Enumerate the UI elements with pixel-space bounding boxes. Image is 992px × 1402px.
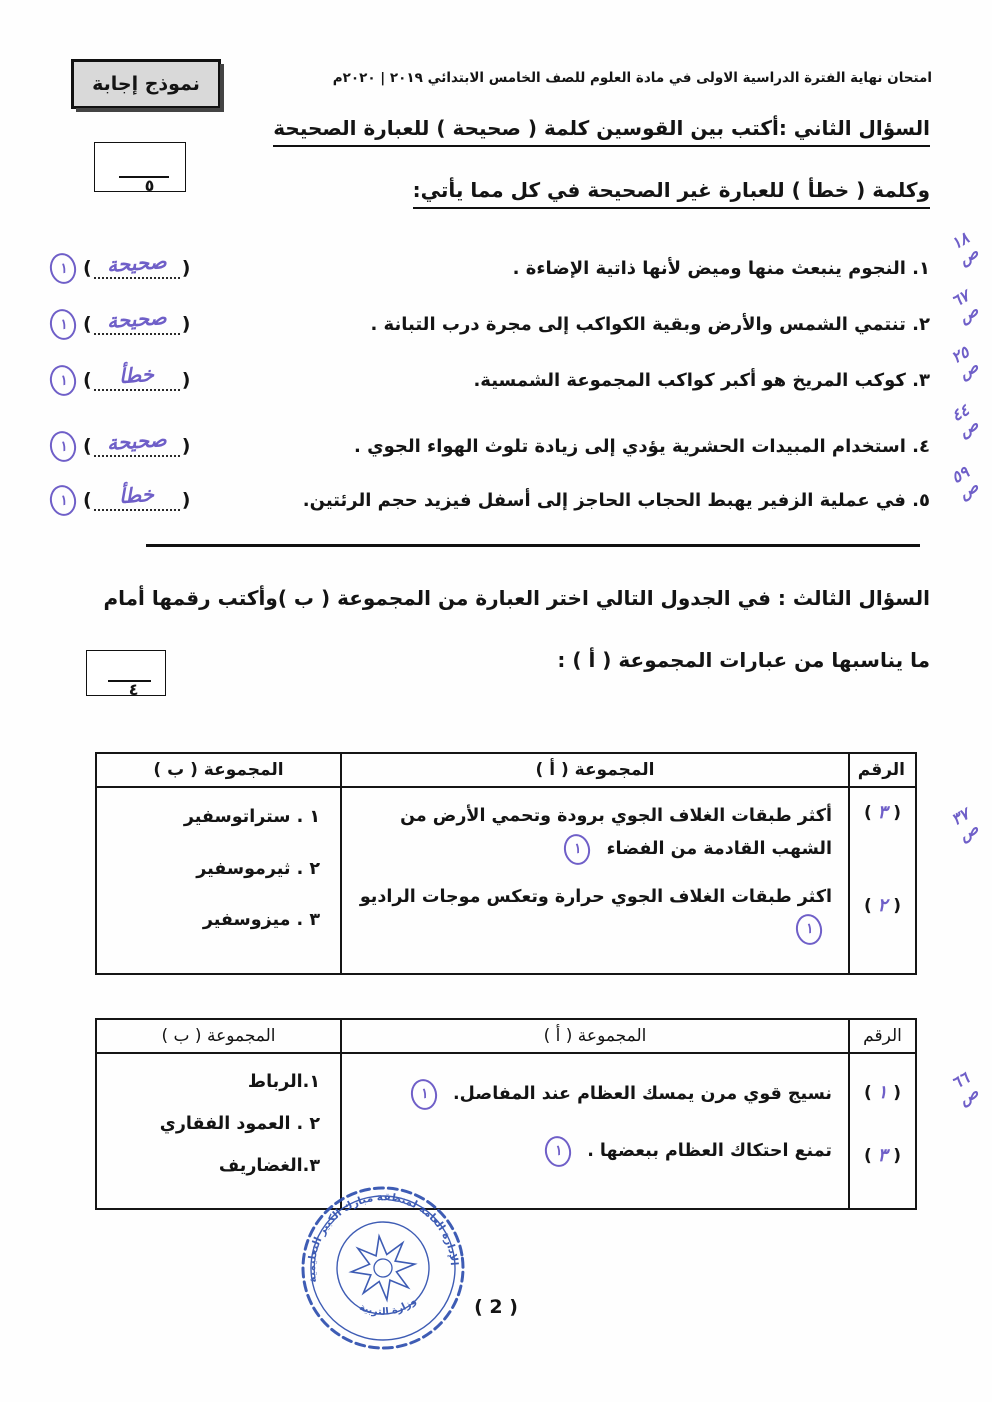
answer-number: [850, 895, 915, 916]
statement-text: ٣. كوكب المريخ هو أكبر كواكب المجموعة الشمسية.: [473, 369, 930, 391]
answer-parentheses: [83, 426, 190, 457]
statement-row: [50, 248, 930, 288]
column-header-group-b: المجموعة ( ب ): [96, 753, 341, 787]
table-header-row: [96, 1019, 916, 1053]
group-a-cell: [341, 787, 849, 974]
dotted-answer-line: [94, 304, 180, 335]
matching-table-2: [95, 1018, 917, 1210]
page-ref-note: ٢٥ ص: [947, 342, 982, 383]
grade-mark: ١: [418, 1085, 430, 1103]
grade-mark: ١: [57, 259, 69, 277]
score-box-q2: [94, 142, 186, 195]
grade-mark-circle: [542, 1133, 574, 1169]
answer-number-cell: [849, 787, 916, 974]
answer-model-box: [72, 60, 220, 108]
page-ref-note: ٦٧ ص: [947, 286, 982, 327]
answer-group: [50, 361, 190, 396]
stamp-emblem: [373, 1258, 393, 1278]
page-ref-note: ٣٧ ص: [947, 804, 982, 845]
handwritten-number: ٣: [877, 1145, 888, 1166]
grade-mark: ١: [57, 437, 69, 455]
group-a-statement: [358, 1078, 832, 1111]
statement-text: ٥. في عملية الزفير يهبط الحجاب الحاجز إلى أسفل فيزيد حجم الرئتين.: [302, 489, 930, 511]
answer-group: [50, 481, 190, 516]
grade-mark: ١: [57, 315, 69, 333]
question2-title-line1: السؤال الثاني :أكتب بين القوسين كلمة ( صحيحة ) للعبارة الصحيحة: [273, 116, 930, 147]
statement-row: [50, 426, 930, 466]
page-number: ( 2 ): [474, 1296, 518, 1318]
matching-table-1: [95, 752, 917, 975]
group-b-item: ٢ . العمود الفقاري: [159, 1114, 320, 1134]
grade-mark-circle: [47, 428, 79, 464]
table-header-row: [96, 753, 916, 787]
group-b-cell: [96, 1053, 341, 1209]
question3-title-line2: ما يناسبها من عبارات المجموعة ( أ ) :: [557, 648, 930, 672]
statement-text: ٤. استخدام المبيدات الحشرية يؤدي إلى زيادة تلوث الهواء الجوي .: [353, 435, 930, 457]
grade-mark-circle: [47, 482, 79, 518]
exam-header-title: امتحان نهاية الفترة الدراسية الاولى في مادة العلوم للصف الخامس الابتدائي ٢٠١٩ | ٢٠٢٠م: [332, 70, 932, 86]
column-header-group-b: المجموعة ( ب ): [96, 1019, 341, 1053]
group-b-item: ١ . ستراتوسفير: [183, 807, 320, 827]
handwritten-answer: صحيحة: [106, 304, 168, 334]
page-ref-note: ٥٩ ص: [947, 462, 982, 503]
section-divider: [146, 544, 920, 547]
svg-text:الإدارة العامة لمنطقة مبارك ال: [297, 1183, 460, 1284]
group-a-statement-text: تمنع احتكاك العظام ببعضها .: [587, 1141, 832, 1162]
column-header-group-a: المجموعة ( أ ): [341, 753, 849, 787]
grade-mark-circle: [793, 912, 825, 948]
grade-mark: ١: [57, 371, 69, 389]
stamp-star: [347, 1232, 418, 1303]
grade-mark-circle: [562, 831, 594, 867]
group-a-statement-text: نسيج قوي مرن يمسك العظام عند المفاصل.: [453, 1084, 832, 1104]
answer-parentheses: [83, 361, 190, 391]
statement-row: [50, 360, 930, 400]
score-value-q3: ٤: [128, 680, 139, 699]
table-body-row: [96, 1053, 916, 1209]
handwritten-answer: صحيحة: [106, 248, 168, 278]
answer-number: [850, 1082, 915, 1103]
group-a-statement-text: أكثر طبقات الغلاف الجوي برودة وتحمي الأرض من الشهب القادمة من الفضاء: [400, 806, 832, 860]
stamp-graphic: [278, 1172, 487, 1364]
handwritten-answer: خطأ: [118, 481, 155, 509]
question2-title-line2: وكلمة ( خطأ ) للعبارة غير الصحيحة في كل مما يأتي:: [413, 178, 930, 209]
answer-group: [50, 426, 190, 462]
statement-row: [50, 304, 930, 344]
column-header-number: الرقم: [849, 753, 916, 787]
group-a-statement: [358, 1135, 832, 1168]
answer-parentheses: [83, 481, 190, 511]
answer-model-label: نموذج إجابة: [92, 73, 200, 95]
group-b-item: ٢ . ثيرموسفير: [196, 858, 320, 879]
grade-mark: ١: [552, 1142, 564, 1160]
handwritten-number: ٣: [877, 802, 888, 823]
group-b-item: ١.الرباط: [247, 1072, 320, 1092]
grade-mark-circle: [47, 362, 79, 398]
handwritten-number: ٢: [877, 895, 888, 916]
grade-mark-circle: [408, 1076, 440, 1112]
answer-group: [50, 248, 190, 284]
table-body-row: [96, 787, 916, 974]
official-stamp: [278, 1172, 487, 1364]
question3-title-line1: السؤال الثالث : في الجدول التالي اختر العبارة من المجموعة ( ب )وأكتب رقمها أمام: [103, 586, 930, 610]
dotted-answer-line: [94, 248, 180, 279]
grade-mark: ١: [57, 491, 69, 509]
answer-number: [850, 802, 915, 823]
grade-mark-circle: [47, 250, 79, 286]
stamp-center-text: وزارة التربية: [357, 1295, 419, 1318]
statement-text: ٢. تنتمي الشمس والأرض وبقية الكواكب إلى مجرة درب التبانة .: [370, 313, 930, 335]
grade-mark-circle: [47, 306, 79, 342]
statement-text: ١. النجوم ينبعث منها وميض لأنها ذاتية الإضاءة .: [512, 257, 930, 279]
answer-number-cell: [849, 1053, 916, 1209]
stamp-outer-ring: [294, 1179, 472, 1357]
page-ref-note: ٤٤ ص: [947, 400, 982, 441]
score-box-q3: [86, 650, 166, 699]
handwritten-answer: خطأ: [118, 361, 155, 389]
group-a-statement: [358, 881, 832, 948]
group-b-cell: [96, 787, 341, 974]
dotted-answer-line: [94, 361, 180, 391]
group-b-item: ٣ . ميزوسفير: [202, 910, 320, 930]
answer-parentheses: [83, 304, 190, 335]
group-b-item: ٣.الغضاريف: [218, 1156, 320, 1176]
group-a-statement-text: اكثر طبقات الغلاف الجوي حرارة وتعكس موجات الراديو: [359, 886, 832, 907]
page-ref-note: ١٨ ص: [947, 228, 982, 269]
group-a-statement: [358, 800, 832, 867]
answer-group: [50, 304, 190, 340]
column-header-group-a: المجموعة ( أ ): [341, 1019, 849, 1053]
dotted-answer-line: [94, 426, 180, 457]
page-ref-note: ٦٦ ص: [947, 1068, 982, 1109]
grade-mark: ١: [803, 920, 815, 939]
handwritten-answer: صحيحة: [106, 426, 168, 456]
column-header-number: الرقم: [849, 1019, 916, 1053]
dotted-answer-line: [94, 481, 180, 511]
statement-row: [50, 480, 930, 520]
stamp-arc-text: الإدارة العامة لمنطقة مبارك الكبير التعليمية: [306, 1191, 460, 1284]
score-value-q2: ٥: [144, 176, 155, 195]
handwritten-number: ١: [877, 1082, 888, 1103]
answer-number: [850, 1145, 915, 1166]
grade-mark: ١: [572, 840, 583, 858]
answer-parentheses: [83, 248, 190, 279]
